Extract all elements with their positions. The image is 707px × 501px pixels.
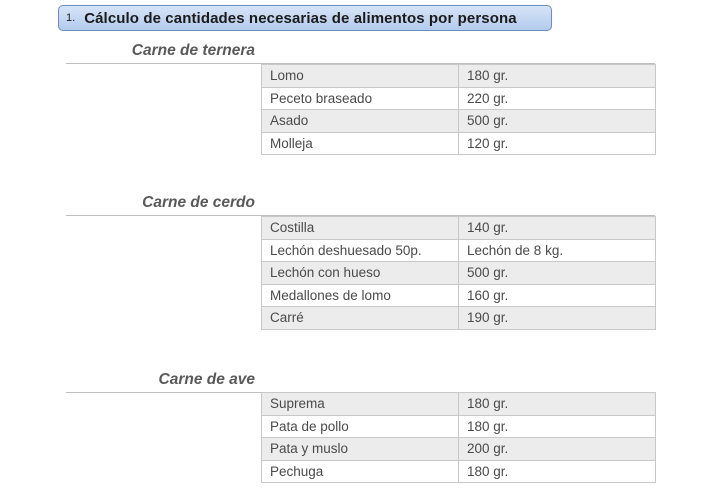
food-table bbox=[261, 216, 656, 330]
table-row bbox=[262, 262, 656, 285]
table-row bbox=[262, 460, 656, 483]
item-cell: Suprema bbox=[262, 393, 459, 416]
item-cell: Medallones de lomo bbox=[262, 284, 459, 307]
table-row bbox=[262, 438, 656, 461]
item-cell: Asado bbox=[262, 110, 459, 133]
table-row bbox=[262, 110, 656, 133]
quantity-cell: 120 gr. bbox=[459, 132, 656, 155]
food-table bbox=[261, 64, 656, 155]
item-cell: Costilla bbox=[262, 217, 459, 240]
table-row bbox=[262, 87, 656, 110]
item-cell: Lomo bbox=[262, 65, 459, 88]
quantity-cell: 190 gr. bbox=[459, 307, 656, 330]
quantity-cell: 160 gr. bbox=[459, 284, 656, 307]
item-cell: Carré bbox=[262, 307, 459, 330]
item-cell: Pechuga bbox=[262, 460, 459, 483]
item-cell: Peceto braseado bbox=[262, 87, 459, 110]
food-table bbox=[261, 392, 656, 483]
quantity-cell: 500 gr. bbox=[459, 262, 656, 285]
item-cell: Pata y muslo bbox=[262, 438, 459, 461]
table-row bbox=[262, 307, 656, 330]
quantity-cell: 180 gr. bbox=[459, 415, 656, 438]
quantity-cell: 180 gr. bbox=[459, 393, 656, 416]
table-row bbox=[262, 284, 656, 307]
section-title: Carne de ave bbox=[158, 371, 255, 388]
heading-number: 1. bbox=[66, 12, 76, 24]
quantity-cell: Lechón de 8 kg. bbox=[459, 239, 656, 262]
quantity-cell: 180 gr. bbox=[459, 65, 656, 88]
quantity-cell: 180 gr. bbox=[459, 460, 656, 483]
table-row bbox=[262, 65, 656, 88]
table-row bbox=[262, 217, 656, 240]
section-title: Carne de ternera bbox=[131, 42, 255, 59]
item-cell: Lechón deshuesado 50p. bbox=[262, 239, 459, 262]
item-cell: Pata de pollo bbox=[262, 415, 459, 438]
quantity-cell: 220 gr. bbox=[459, 87, 656, 110]
quantity-cell: 200 gr. bbox=[459, 438, 656, 461]
table-row bbox=[262, 239, 656, 262]
section-title: Carne de cerdo bbox=[142, 194, 255, 211]
item-cell: Molleja bbox=[262, 132, 459, 155]
table-row bbox=[262, 393, 656, 416]
section-heading bbox=[58, 5, 552, 31]
heading-title: Cálculo de cantidades necesarias de alimentos por persona bbox=[84, 9, 517, 27]
item-cell: Lechón con hueso bbox=[262, 262, 459, 285]
table-row bbox=[262, 132, 656, 155]
quantity-cell: 140 gr. bbox=[459, 217, 656, 240]
table-row bbox=[262, 415, 656, 438]
quantity-cell: 500 gr. bbox=[459, 110, 656, 133]
